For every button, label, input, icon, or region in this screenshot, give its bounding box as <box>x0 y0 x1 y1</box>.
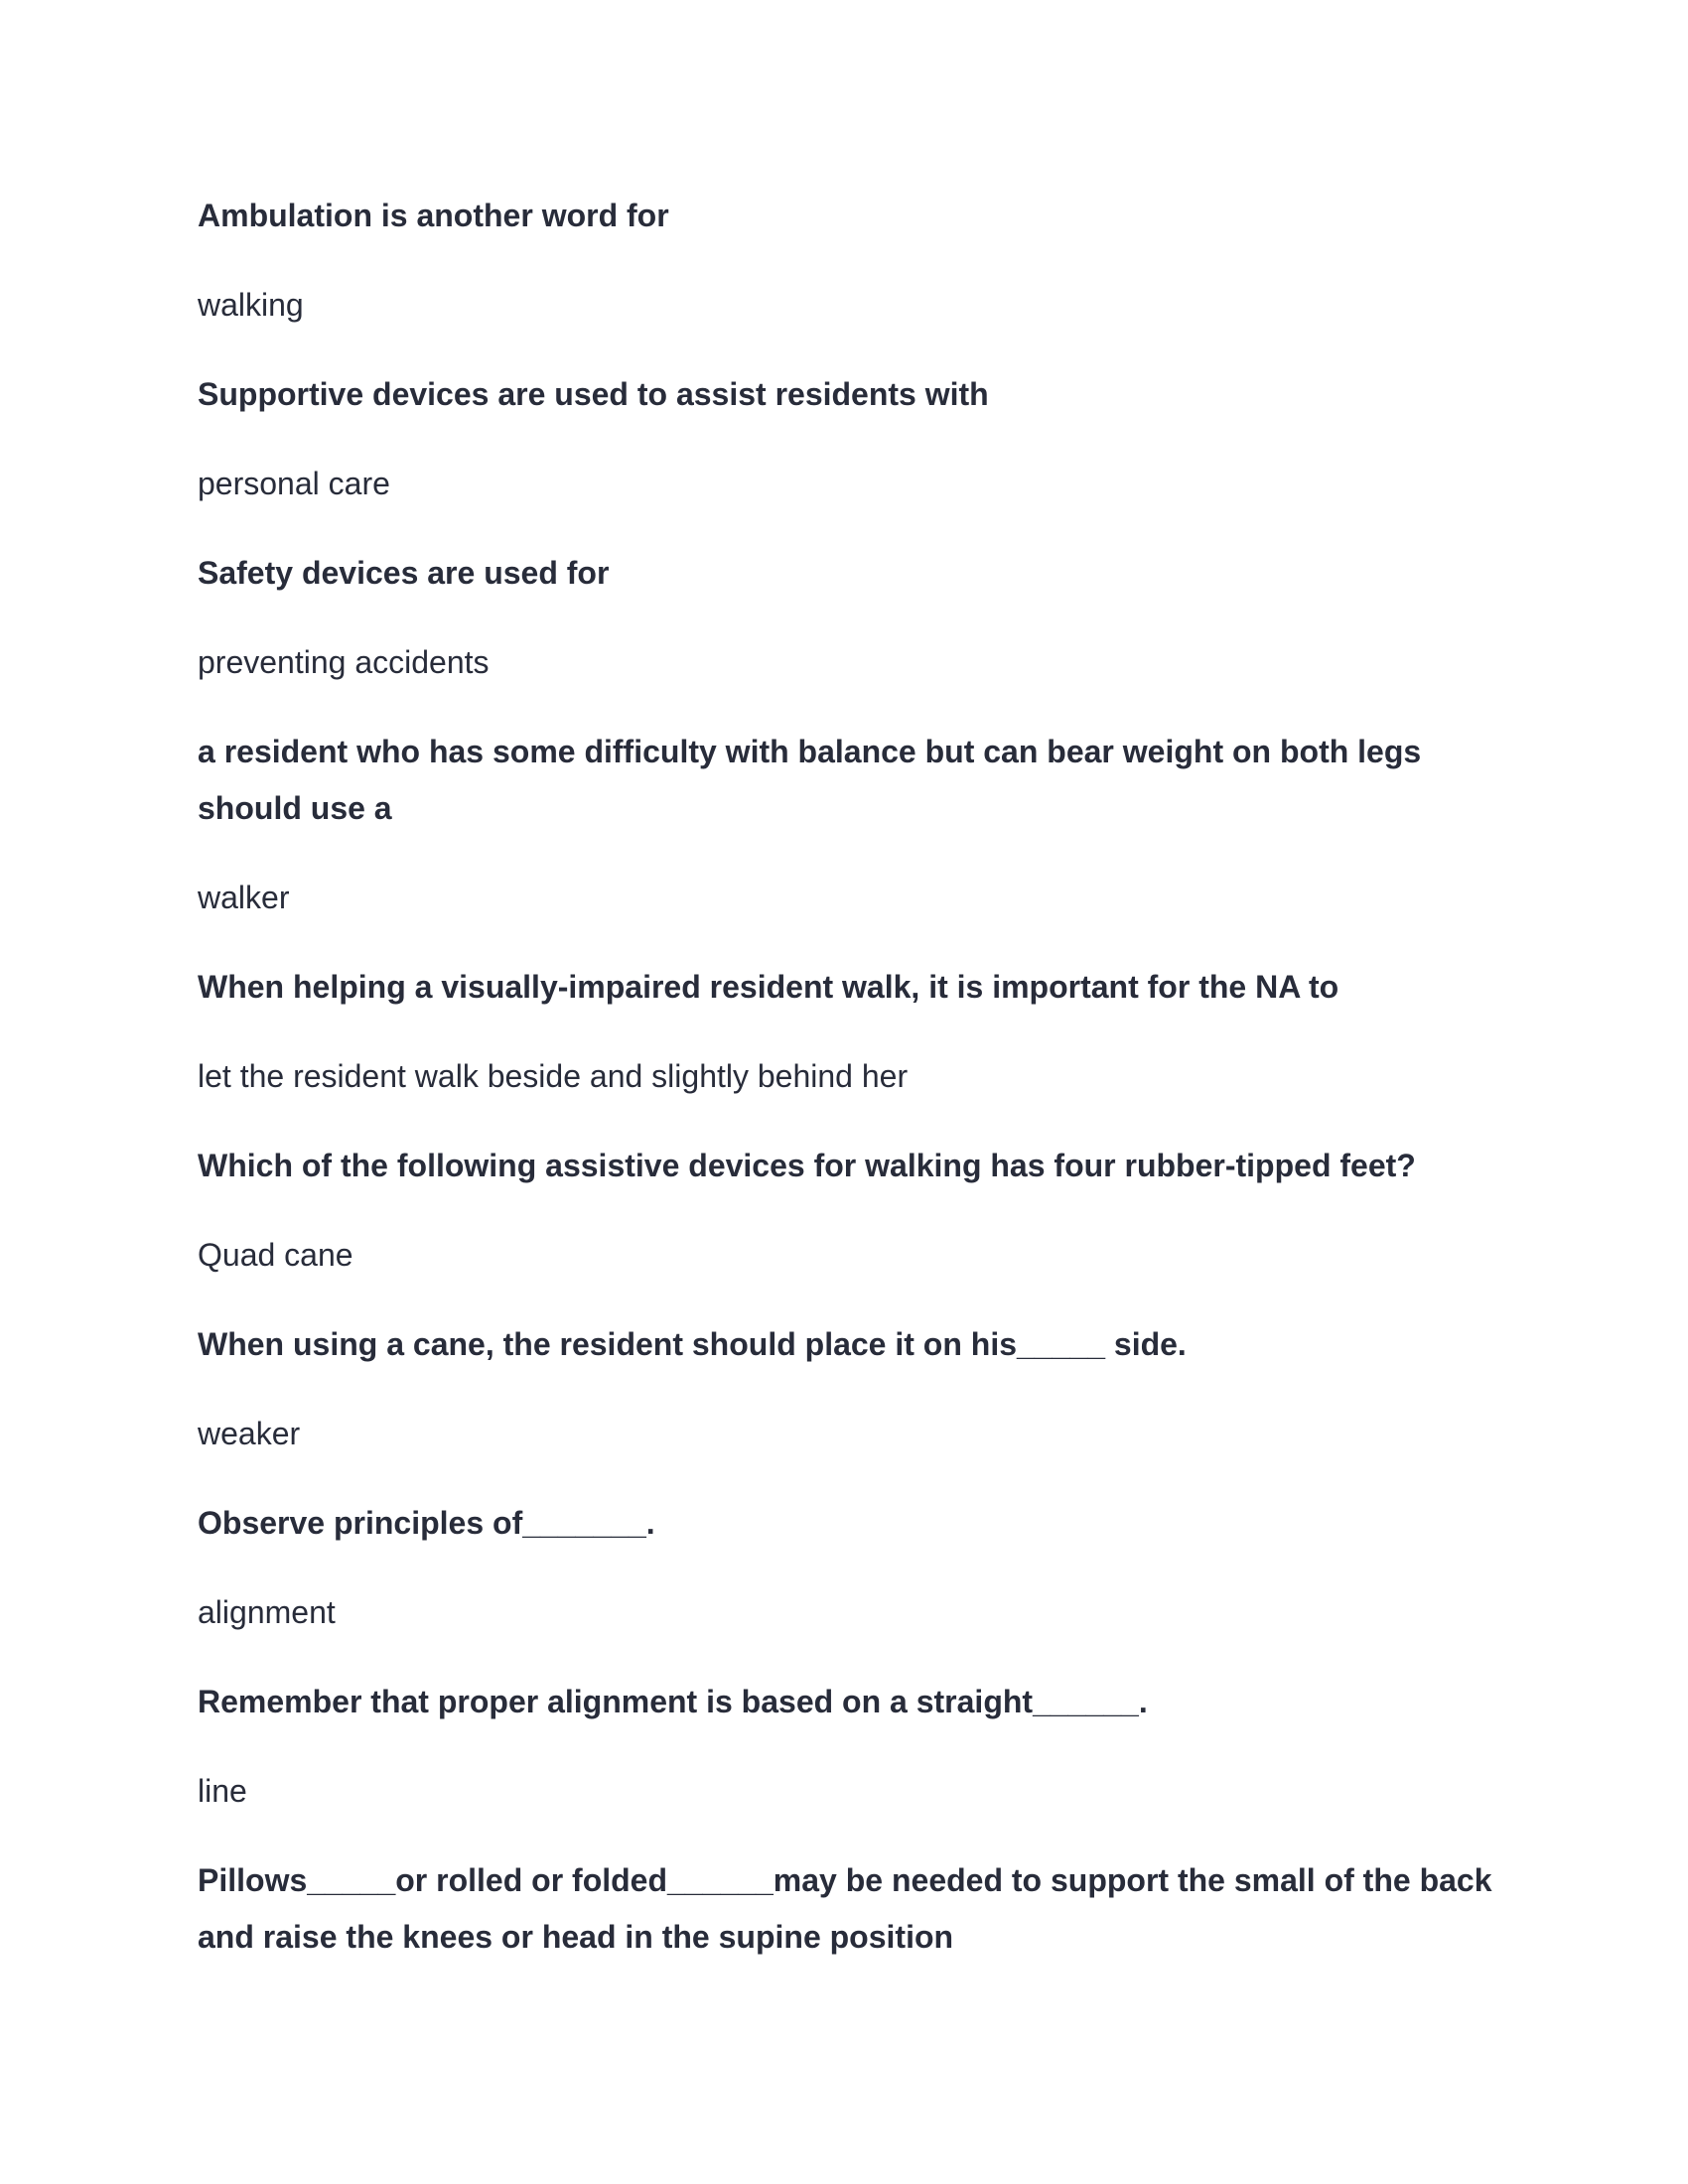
answer-3: preventing accidents <box>198 644 490 680</box>
question-6: Which of the following assistive devices for walking has four rubber-tipped feet? <box>198 1148 1416 1183</box>
question-5: When helping a visually-impaired resident walk, it is important for the NA to <box>198 969 1339 1005</box>
flashcard-document <box>198 188 1498 1998</box>
answer-5: let the resident walk beside and slightly behind her <box>198 1058 909 1094</box>
question-2: Supportive devices are used to assist residents with <box>198 376 989 412</box>
question-9: Remember that proper alignment is based on a straight______. <box>198 1684 1148 1719</box>
question-10: Pillows_____or rolled or folded______may be needed to support the small of the back and raise the knees or head in the supine position <box>198 1862 1492 1955</box>
question-4: a resident who has some difficulty with balance but can bear weight on both legs should use a <box>198 734 1422 826</box>
question-1: Ambulation is another word for <box>198 198 669 233</box>
question-7: When using a cane, the resident should place it on his_____ side. <box>198 1326 1187 1362</box>
answer-1: walking <box>198 287 304 323</box>
answer-6: Quad cane <box>198 1237 353 1273</box>
answer-9: line <box>198 1773 247 1809</box>
question-8: Observe principles of_______. <box>198 1505 655 1541</box>
answer-2: personal care <box>198 466 390 501</box>
answer-7: weaker <box>198 1416 301 1451</box>
answer-8: alignment <box>198 1594 336 1630</box>
answer-4: walker <box>198 880 290 915</box>
question-3: Safety devices are used for <box>198 555 610 591</box>
